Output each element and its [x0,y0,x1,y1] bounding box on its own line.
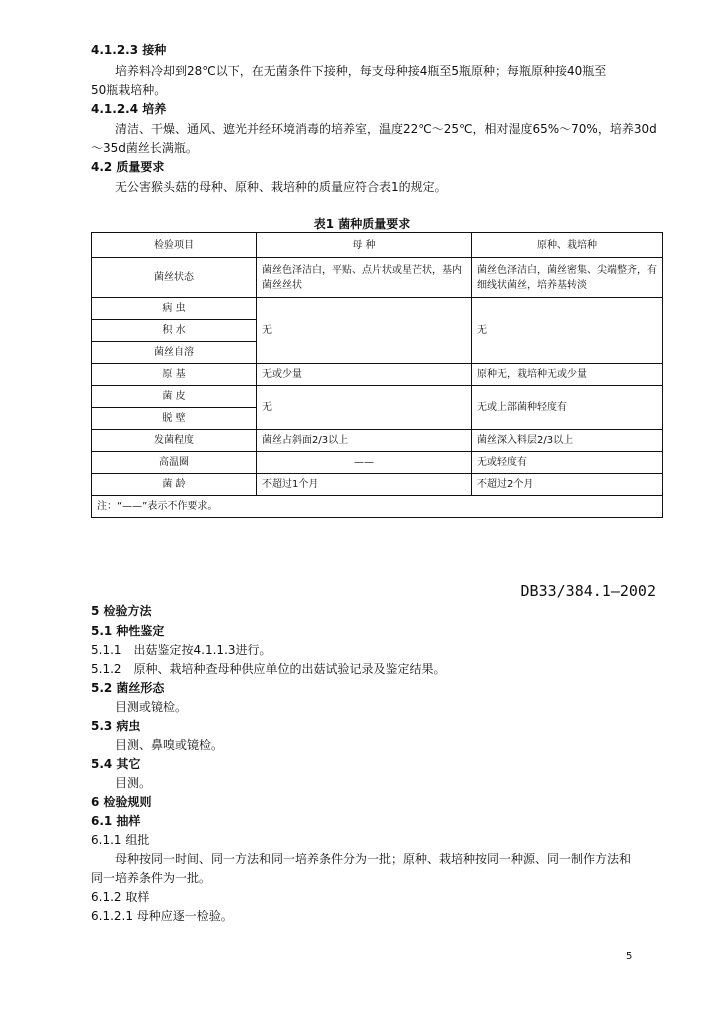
section-54-heading: 5.4 其它 [91,757,141,771]
cell-other: 原种无，栽培种无或少量 [472,364,663,386]
cell-item: 发菌程度 [92,430,257,452]
cell-item: 菌丝状态 [92,258,257,298]
header-item: 检验项目 [92,233,257,258]
section-4124-text-line2: ～35d菌丝长满瓶。 [91,141,198,155]
cell-item: 菌 龄 [92,474,257,496]
page-number: 5 [626,951,633,962]
section-52-text: 目测或镜检。 [115,700,188,714]
cell-other: 无或上部菌种轻度有 [472,386,663,430]
cell-mother: 不超过1个月 [257,474,472,496]
section-5-heading: 5 检验方法 [91,604,152,618]
cell-mother: 菌丝占斜面2/3以上 [257,430,472,452]
section-4124-heading: 4.1.2.4 培养 [91,102,167,116]
section-53-text: 目测、鼻嗅或镜检。 [115,738,224,752]
section-612-heading: 6.1.2 取样 [91,890,150,904]
cell-other: 不超过2个月 [472,474,663,496]
cell-item: 积 水 [92,320,257,342]
table-row [92,452,663,474]
document-id: DB33/384.1—2002 [520,582,656,600]
section-6121-text: 6.1.2.1 母种应逐一检验。 [91,909,233,923]
section-611-text-line1: 母种按同一时间、同一方法和同一培养条件分为一批；原种、栽培种按同一种源、同一制作方法和 [115,852,632,866]
cell-item: 原 基 [92,364,257,386]
section-6-heading: 6 检验规则 [91,795,152,809]
cell-mother: —— [257,452,472,474]
section-61-heading: 6.1 抽样 [91,814,141,828]
section-4123-text-line1: 培养料冷却到28℃以下，在无菌条件下接种，每支母种接4瓶至5瓶原种；每瓶原种接40瓶至 [115,64,607,78]
cell-item: 病 虫 [92,298,257,320]
section-52-heading: 5.2 菌丝形态 [91,681,165,695]
section-611-heading: 6.1.1 组批 [91,833,150,847]
cell-item: 脱 壁 [92,408,257,430]
cell-mother: 无 [257,386,472,430]
table-note: 注：“——”表示不作要求。 [92,496,663,518]
table-row [92,298,663,320]
table-caption: 表1 菌种质量要求 [313,217,411,231]
table-row [92,474,663,496]
section-51-heading: 5.1 种性鉴定 [91,624,165,638]
table-header-row [92,233,663,258]
cell-other: 无或轻度有 [472,452,663,474]
section-4123-text-line2: 50瓶栽培种。 [91,83,167,97]
cell-item: 菌丝自溶 [92,342,257,364]
header-other: 原种、栽培种 [472,233,663,258]
cell-other: 菌丝色泽洁白，菌丝密集、尖端整齐，有细线状菌丝，培养基转淡 [472,258,663,298]
spawn-quality-table [91,232,663,518]
table-note-row [92,496,663,518]
section-4124-text-line1: 清洁、干燥、通风、遮光并经环境消毒的培养室，温度22℃～25℃，相对湿度65%～70%，培养30d [115,122,657,136]
section-511-text: 5.1.1 出菇鉴定按4.1.1.3进行。 [91,643,272,657]
section-611-text-line2: 同一培养条件为一批。 [91,871,212,885]
section-42-text: 无公害猴头菇的母种、原种、栽培种的质量应符合表1的规定。 [115,180,447,194]
table-row [92,386,663,408]
cell-mother: 无或少量 [257,364,472,386]
section-53-heading: 5.3 病虫 [91,719,141,733]
cell-mother: 无 [257,298,472,364]
section-512-text: 5.1.2 原种、栽培种查母种供应单位的出菇试验记录及鉴定结果。 [91,662,446,676]
cell-other: 无 [472,298,663,364]
cell-mother: 菌丝色泽洁白，平贴、点片状或星芒状，基内菌丝丝状 [257,258,472,298]
cell-other: 菌丝深入料层2/3以上 [472,430,663,452]
cell-item: 高温圈 [92,452,257,474]
table-row [92,364,663,386]
cell-item: 菌 皮 [92,386,257,408]
section-54-text: 目测。 [115,776,152,790]
table-row [92,258,663,298]
header-mother: 母 种 [257,233,472,258]
section-42-heading: 4.2 质量要求 [91,160,165,174]
table-row [92,430,663,452]
section-4123-heading: 4.1.2.3 接种 [91,43,167,57]
